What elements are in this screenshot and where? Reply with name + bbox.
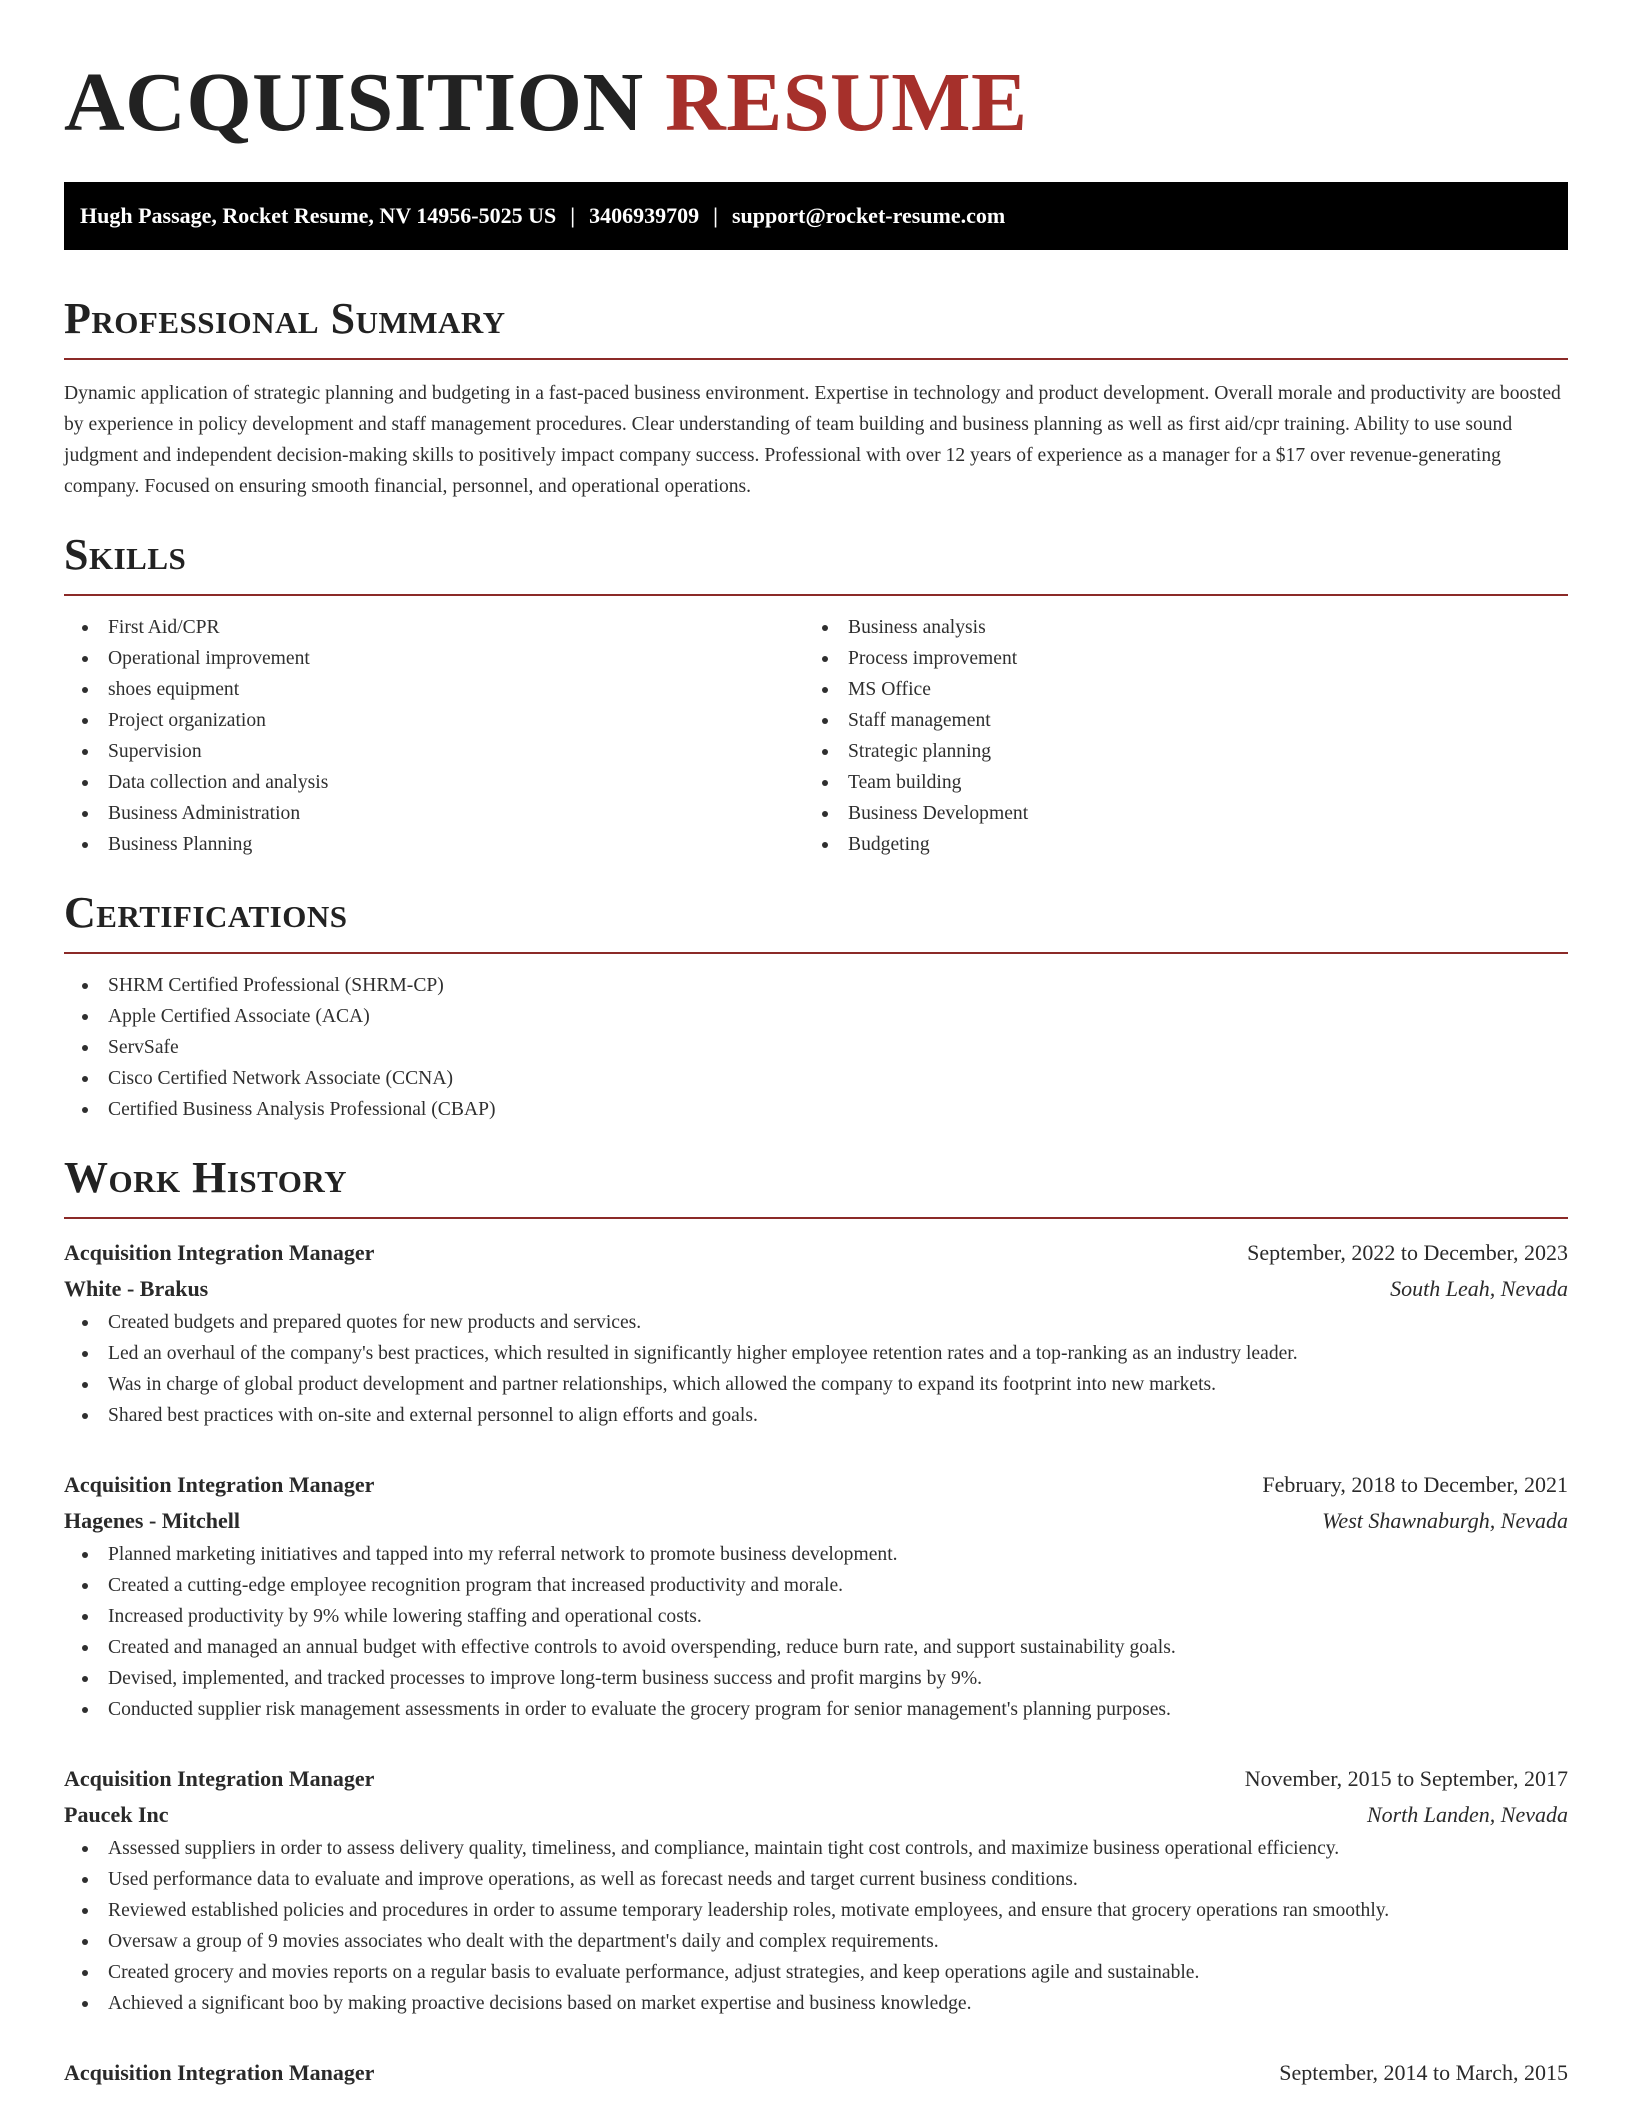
job-employer-row — [64, 1797, 1568, 1833]
job-location: North Landen, Nevada — [1366, 1802, 1568, 1827]
job-bullet: Led an overhaul of the company's best practices, which resulted in significantly higher employee retention rates and a top-ranking as an industry leader. — [64, 1338, 1568, 1369]
contact-separator: | — [570, 203, 576, 228]
section-heading: Professional Summary — [64, 294, 506, 343]
job-location: South Leah, Nevada — [1390, 1276, 1568, 1301]
skill-item: Business analysis — [804, 612, 1544, 643]
section-heading: Certifications — [64, 888, 348, 937]
job-employer-row — [64, 1503, 1568, 1539]
job-bullets — [64, 1307, 1568, 1431]
job-bullet: Shared best practices with on-site and external personnel to align efforts and goals. — [64, 1400, 1568, 1431]
contact-separator: | — [713, 203, 718, 228]
job-bullet: Created budgets and prepared quotes for new products and services. — [64, 1307, 1568, 1338]
job-bullet: Was in charge of global product development and partner relationships, which allowed the company to expand its footprint into new markets. — [64, 1369, 1568, 1400]
job-bullet: Created and managed an annual budget with effective controls to avoid overspending, reduce burn rate, and support sustainability goals. — [64, 1632, 1568, 1663]
skills-grid — [64, 612, 1568, 860]
certifications-list — [64, 970, 1568, 1125]
job-title: Acquisition Integration Manager — [64, 1240, 375, 1265]
job-header-row — [64, 1467, 1568, 1503]
job-entry — [64, 2055, 1568, 2091]
certification-item: ServSafe — [64, 1032, 1568, 1063]
job-dates: September, 2022 to December, 2023 — [1247, 1240, 1568, 1265]
job-bullet: Planned marketing initiatives and tapped into my referral network to promote business development. — [64, 1539, 1568, 1570]
job-bullet: Achieved a significant boo by making proactive decisions based on market expertise and business knowledge. — [64, 1988, 1568, 2019]
contact-bar — [64, 182, 1568, 250]
certifications-section — [64, 888, 1568, 1125]
title-accent: RESUME — [665, 56, 1028, 149]
job-bullet: Conducted supplier risk management assessments in order to evaluate the grocery program for senior management's planning purposes. — [64, 1694, 1568, 1725]
job-bullets — [64, 1833, 1568, 2019]
job-bullet: Created grocery and movies reports on a regular basis to evaluate performance, adjust strategies, and keep operations agile and sustainable. — [64, 1957, 1568, 1988]
job-company: Hagenes - Mitchell — [64, 1508, 240, 1533]
skill-item: Budgeting — [804, 829, 1544, 860]
skills-list-right — [804, 612, 1544, 860]
job-header-row — [64, 1761, 1568, 1797]
skill-item: Process improvement — [804, 643, 1544, 674]
job-entry — [64, 1761, 1568, 2019]
contact-address: Hugh Passage, Rocket Resume, NV 14956-5025 US — [80, 203, 557, 228]
skills-list-left — [64, 612, 804, 860]
skill-item: First Aid/CPR — [64, 612, 804, 643]
job-bullets — [64, 1539, 1568, 1725]
section-divider — [64, 952, 1568, 954]
job-location: West Shawnaburgh, Nevada — [1322, 1508, 1568, 1533]
skill-item: Supervision — [64, 736, 804, 767]
skill-item: Operational improvement — [64, 643, 804, 674]
section-heading: Work History — [64, 1153, 348, 1202]
certification-item: Apple Certified Associate (ACA) — [64, 1001, 1568, 1032]
title-main: ACQUISITION — [64, 56, 644, 149]
job-dates: September, 2014 to March, 2015 — [1279, 2060, 1568, 2085]
job-company: White - Brakus — [64, 1276, 209, 1301]
contact-phone: 3406939709 — [589, 203, 700, 228]
job-bullet: Increased productivity by 9% while lowering staffing and operational costs. — [64, 1601, 1568, 1632]
skill-item: Business Planning — [64, 829, 804, 860]
section-heading: Skills — [64, 530, 187, 579]
job-dates: February, 2018 to December, 2021 — [1262, 1472, 1568, 1497]
skill-item: Business Development — [804, 798, 1544, 829]
skill-item: Team building — [804, 767, 1544, 798]
skill-item: shoes equipment — [64, 674, 804, 705]
job-bullet: Devised, implemented, and tracked processes to improve long-term business success and profit margins by 9%. — [64, 1663, 1568, 1694]
certification-item: Cisco Certified Network Associate (CCNA) — [64, 1063, 1568, 1094]
skill-item: Business Administration — [64, 798, 804, 829]
job-bullet: Used performance data to evaluate and improve operations, as well as forecast needs and target current business conditions. — [64, 1864, 1568, 1895]
skill-item: MS Office — [804, 674, 1544, 705]
job-header-row — [64, 1235, 1568, 1271]
job-header-row — [64, 2055, 1568, 2091]
job-title: Acquisition Integration Manager — [64, 1766, 375, 1791]
job-entry — [64, 1467, 1568, 1725]
job-bullet: Oversaw a group of 9 movies associates who dealt with the department's daily and complex requirements. — [64, 1926, 1568, 1957]
job-dates: November, 2015 to September, 2017 — [1244, 1766, 1568, 1791]
skill-item: Staff management — [804, 705, 1544, 736]
summary-section — [64, 294, 1568, 502]
certification-item: SHRM Certified Professional (SHRM-CP) — [64, 970, 1568, 1001]
skill-item: Data collection and analysis — [64, 767, 804, 798]
document-title — [64, 0, 1568, 148]
job-title: Acquisition Integration Manager — [64, 2060, 375, 2085]
certification-item: Certified Business Analysis Professional (CBAP) — [64, 1094, 1568, 1125]
job-company: Paucek Inc — [64, 1802, 169, 1827]
section-divider — [64, 1217, 1568, 1219]
job-bullet: Reviewed established policies and procedures in order to assume temporary leadership roles, motivate employees, and ensure that grocery operations ran smoothly. — [64, 1895, 1568, 1926]
skills-section — [64, 530, 1568, 860]
job-bullet: Created a cutting-edge employee recognition program that increased productivity and morale. — [64, 1570, 1568, 1601]
summary-text: Dynamic application of strategic planning and budgeting in a fast-paced business environment. Expertise in technology and product development. Overall morale and productivity are boosted by experience in policy development and staff management procedures. Clear understanding of team building and business planning as well as first aid/cpr training. Ability to use sound judgment and independent decision-making skills to positively impact company success. Professional with over 12 years of experience as a manager for a $17 over revenue-generating company. Focused on ensuring smooth financial, personnel, and operational operations. — [64, 383, 1561, 497]
skill-item: Project organization — [64, 705, 804, 736]
section-divider — [64, 358, 1568, 360]
job-title: Acquisition Integration Manager — [64, 1472, 375, 1497]
work-history-section — [64, 1153, 1568, 2091]
section-divider — [64, 594, 1568, 596]
skill-item: Strategic planning — [804, 736, 1544, 767]
job-employer-row — [64, 1271, 1568, 1307]
job-entry — [64, 1235, 1568, 1431]
contact-email[interactable]: support@rocket-resume.com — [731, 203, 1006, 228]
job-bullet: Assessed suppliers in order to assess delivery quality, timeliness, and compliance, maintain tight cost controls, and maximize business operational efficiency. — [64, 1833, 1568, 1864]
